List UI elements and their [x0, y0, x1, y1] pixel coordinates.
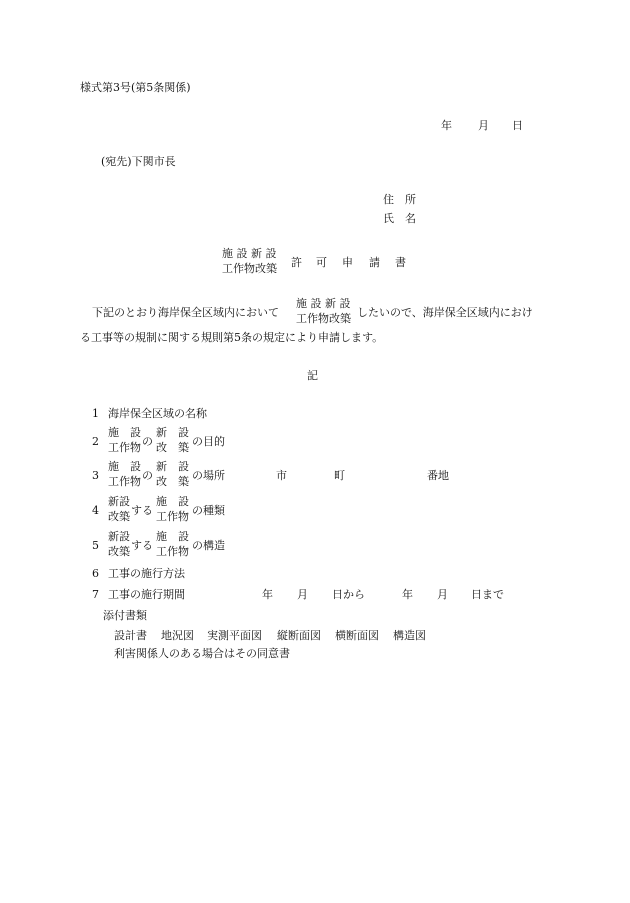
- item-2-suffix: の目的: [192, 435, 225, 448]
- date-year: 年: [441, 119, 452, 132]
- item-7-day-to: 日まで: [471, 588, 504, 601]
- item-7-year-from: 年: [262, 588, 273, 601]
- item-2-stack-b: [156, 425, 189, 455]
- item-4-b-bottom: 工作物: [156, 510, 189, 523]
- attachments-heading: 添付書類: [103, 609, 147, 622]
- form-number: 様式第3号(第5条関係): [80, 81, 191, 94]
- item-1-text: 海岸保全区域の名称: [108, 407, 207, 420]
- item-7-number: 7: [92, 588, 99, 601]
- item-4-number: 4: [92, 504, 99, 517]
- item-7-month-from: 月: [297, 588, 308, 601]
- item-6-text: 工事の施行方法: [108, 567, 185, 580]
- item-3-a-bottom: 工作物: [108, 475, 141, 488]
- item-7-month-to: 月: [437, 588, 448, 601]
- item-4-suffix: の種類: [192, 504, 225, 517]
- body-stack-bottom: 工作物改築: [296, 312, 351, 325]
- item-3-stack-a: [108, 459, 141, 489]
- item-2-b-top: 新 設: [156, 426, 189, 439]
- item-5-b-bottom: 工作物: [156, 545, 189, 558]
- item-4-a-bottom: 改築: [108, 510, 130, 523]
- ki-heading: 記: [307, 369, 318, 382]
- address-label: 住 所: [383, 193, 416, 206]
- body-stack-top: 施 設 新 設: [296, 297, 351, 310]
- body-type-stack: [296, 296, 351, 326]
- body-post: したいので、海岸保全区域内におけ: [357, 306, 533, 319]
- item-2-b-bottom: 改 築: [156, 441, 189, 454]
- item-5-suru: する: [131, 539, 153, 552]
- item-3-no: の: [142, 469, 153, 482]
- item-4-stack-b: [156, 494, 189, 524]
- item-3-b-top: 新 設: [156, 460, 189, 473]
- attachment-consent-note: 利害関係人のある場合はその同意書: [114, 647, 290, 660]
- item-2-stack-a: [108, 425, 141, 455]
- date-month: 月: [478, 119, 489, 132]
- item-3-number: 3: [92, 469, 99, 482]
- item-5-stack-a: [108, 529, 130, 559]
- attachment-survey-plan: 実測平面図: [207, 629, 262, 642]
- item-5-b-top: 施 設: [156, 530, 189, 543]
- attachment-cross-section: 横断面図: [335, 629, 379, 642]
- item-5-stack-b: [156, 529, 189, 559]
- item-5-number: 5: [92, 539, 99, 552]
- body-pre: 下記のとおり海岸保全区域内において: [92, 306, 279, 319]
- item-4-a-top: 新設: [108, 495, 130, 508]
- title-word-1: 許: [291, 256, 302, 269]
- item-7-text: 工事の施行期間: [108, 588, 185, 601]
- title-stack-top: 施 設 新 設: [222, 247, 277, 260]
- body-line2: る工事等の規制に関する規則第5条の規定により申請します。: [80, 331, 384, 344]
- title-word-5: 書: [395, 256, 406, 269]
- item-2-a-bottom: 工作物: [108, 441, 141, 454]
- item-5-a-bottom: 改築: [108, 545, 130, 558]
- title-stack-bottom: 工作物改築: [222, 262, 277, 275]
- item-5-a-top: 新設: [108, 530, 130, 543]
- name-label: 氏 名: [383, 212, 416, 225]
- attachment-longitudinal-section: 縦断面図: [277, 629, 321, 642]
- item-4-suru: する: [131, 504, 153, 517]
- addressee: (宛先)下関市長: [101, 155, 176, 168]
- item-4-stack-a: [108, 494, 130, 524]
- attachment-design-doc: 設計書: [114, 629, 147, 642]
- item-3-city: 市: [276, 469, 287, 482]
- item-5-suffix: の構造: [192, 539, 225, 552]
- date-day: 日: [512, 119, 523, 132]
- item-2-a-top: 施 設: [108, 426, 141, 439]
- item-2-no: の: [142, 435, 153, 448]
- item-3-town: 町: [334, 469, 345, 482]
- item-3-lot: 番地: [427, 469, 449, 482]
- title-word-3: 申: [342, 256, 353, 269]
- title-word-2: 可: [316, 256, 327, 269]
- item-3-a-top: 施 設: [108, 460, 141, 473]
- item-3-suffix: の場所: [192, 469, 225, 482]
- item-4-b-top: 施 設: [156, 495, 189, 508]
- item-3-stack-b: [156, 459, 189, 489]
- item-7-year-to: 年: [402, 588, 413, 601]
- item-7-day-from: 日から: [332, 588, 365, 601]
- item-3-b-bottom: 改 築: [156, 475, 189, 488]
- attachment-structure-drawing: 構造図: [393, 629, 426, 642]
- item-1-number: 1: [92, 407, 99, 420]
- item-2-number: 2: [92, 435, 99, 448]
- item-6-number: 6: [92, 567, 99, 580]
- title-type-stack: [222, 246, 277, 276]
- attachment-site-map: 地況図: [161, 629, 194, 642]
- title-word-4: 請: [369, 256, 380, 269]
